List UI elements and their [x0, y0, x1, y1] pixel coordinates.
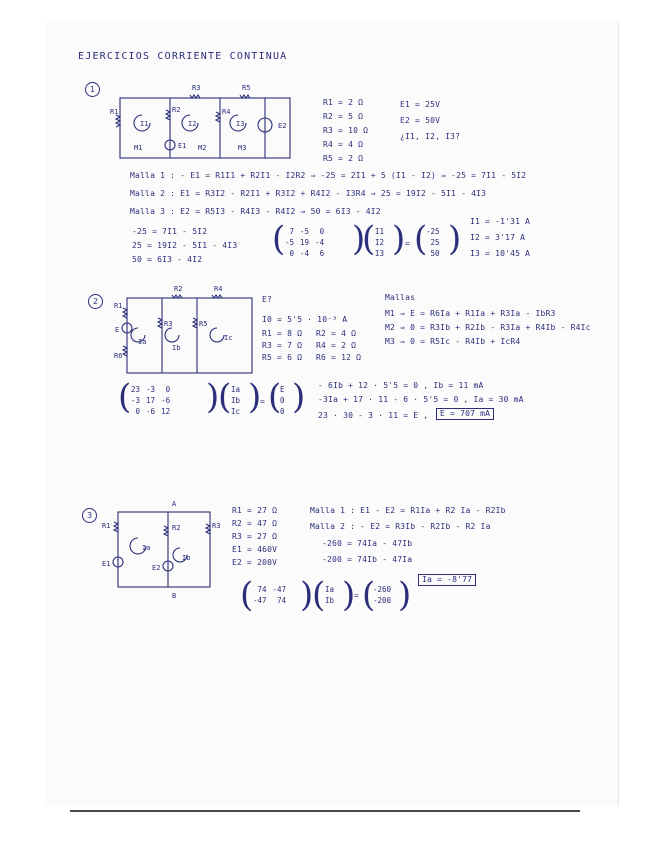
rhs-cell: -25 [426, 227, 440, 236]
m-cell: 0 [135, 407, 141, 416]
ex1-e2-label: E2 [278, 122, 287, 130]
ex2-r4-label: R4 [214, 285, 223, 293]
ex1-given-e1: E1 = 25V [400, 100, 441, 109]
ex1-question: ¿I1, I2, I3? [400, 132, 461, 141]
ex2-rhs-close: ) [292, 377, 306, 417]
ex2-given-r4: R4 = 2 Ω [316, 341, 357, 350]
ex1-given-e2: E2 = 50V [400, 116, 441, 125]
exercise-1-circuit [110, 84, 300, 165]
ex2-ib-label: Ib [172, 344, 181, 352]
ex2-e-label: E [115, 326, 120, 334]
ex2-coef-matrix [128, 384, 173, 417]
m-cell: 74 [257, 585, 267, 594]
ex3-equals: = [354, 591, 360, 600]
m-cell: 23 [131, 385, 141, 394]
ex1-matrix-open: ( [272, 219, 286, 259]
m-cell: 6 [319, 249, 325, 258]
exercise-3-number: 3 [82, 508, 97, 523]
ex3-vector-open: ( [312, 575, 326, 615]
ex2-meshes-title: Mallas [385, 293, 416, 302]
ex1-rhs-vector [423, 226, 443, 259]
ex2-unknown-vector [228, 384, 243, 417]
ex1-r2-label: R2 [172, 106, 181, 114]
rhs-cell: -200 [373, 596, 392, 605]
rhs-cell: 25 [430, 238, 440, 247]
ex2-step-2: -3Ia + 17 · 11 - 6 · 5'5 = 0 , Ia = 30 mA [318, 395, 524, 404]
ex3-ia-label: Ia [142, 544, 151, 552]
ex2-mesh-2: M2 ⇒ 0 = R3Ib + R2Ib - R3Ia + R4Ib - R4Ic [385, 323, 591, 332]
rhs-cell: 0 [280, 396, 285, 405]
ex1-vector-open: ( [362, 219, 376, 259]
ex2-ic-label: Ic [224, 334, 233, 342]
page-title: EJERCICIOS CORRIENTE CONTINUA [78, 51, 288, 62]
ex1-mesh-3: Malla 3 : E2 = R5I3 - R4I3 - R4I2 ⇒ 50 = 6I3 - 4I2 [130, 207, 381, 216]
v-cell: Ia [231, 385, 241, 394]
rhs-cell: 50 [430, 249, 440, 258]
ex1-m1-label: M1 [134, 144, 143, 152]
ex1-e1-label: E1 [178, 142, 187, 150]
m-cell: -3 [146, 385, 156, 394]
ex1-vector-close: ) [392, 219, 406, 259]
page-bottom-edge [70, 810, 580, 812]
ex1-i2-label: I2 [188, 120, 197, 128]
m-cell: 74 [277, 596, 287, 605]
ex1-m3-label: M3 [238, 144, 247, 152]
ex3-matrix-open: ( [240, 575, 254, 615]
ex2-answer: E = 707 mA [436, 408, 494, 420]
m-cell: 17 [146, 396, 156, 405]
ex3-coef-matrix [250, 584, 289, 606]
ex1-system-3: 50 = 6I3 - 4I2 [132, 255, 203, 264]
ex1-system-1: -25 = 7I1 - 5I2 [132, 227, 208, 236]
ex2-given-i0: I0 = 5'5 · 10⁻³ A [262, 315, 348, 324]
ex3-e1-label: E1 [102, 560, 111, 568]
ex1-given-r3: R3 = 10 Ω [323, 126, 369, 135]
ex1-m2-label: M2 [198, 144, 207, 152]
ex2-matrix-open: ( [118, 377, 132, 417]
exercise-1-number: 1 [85, 82, 100, 97]
ex2-question: E? [262, 295, 273, 304]
ex2-given-r6: R6 = 12 Ω [316, 353, 362, 362]
ex1-result-i2: I2 = 3'17 A [470, 233, 526, 242]
ex1-r1-label: R1 [110, 108, 119, 116]
rhs-cell: E [280, 385, 285, 394]
m-cell: -47 [253, 596, 267, 605]
ex2-given-r2: R2 = 4 Ω [316, 329, 357, 338]
ex1-r5-label: R5 [242, 84, 251, 92]
ex1-unknown-vector [372, 226, 387, 259]
m-cell: -4 [300, 249, 310, 258]
ex3-rhs-vector [370, 584, 394, 606]
m-cell: 12 [161, 407, 171, 416]
ex2-mesh-1: M1 ⇒ E = R6Ia + R1Ia + R3Ia - IbR3 [385, 309, 556, 318]
ex1-mesh-2: Malla 2 : E1 = R3I2 - R2I1 + R3I2 + R4I2 - I3R4 ⇒ 25 = 19I2 - 5I1 - 4I3 [130, 189, 487, 198]
ex1-equals: = [405, 239, 411, 248]
ex3-matrix-close: ) [300, 575, 314, 615]
m-cell: 0 [289, 249, 295, 258]
ex3-r1-label: R1 [102, 522, 111, 530]
rhs-cell: -260 [373, 585, 392, 594]
ex3-mesh-2: Malla 2 : - E2 = R3Ib - R2Ib - R2 Ia [310, 522, 491, 531]
v-cell: Ib [325, 596, 335, 605]
ex3-given-r2: R2 = 47 Ω [232, 519, 278, 528]
ex3-given-e2: E2 = 200V [232, 558, 278, 567]
ex3-b-label: B [172, 592, 177, 600]
ex1-rhs-close: ) [448, 219, 462, 259]
ex2-vector-open: ( [218, 377, 232, 417]
ex2-mesh-3: M3 ⇒ 0 = R5Ic - R4Ib + IcR4 [385, 337, 521, 346]
v-cell: I1 [375, 227, 385, 236]
ex2-equals: = [260, 397, 266, 406]
ex1-i3-label: I3 [236, 120, 245, 128]
exercise-3-circuit [100, 500, 230, 600]
v-cell: Ia [325, 585, 335, 594]
ex3-eq-1: -260 = 74Ia - 47Ib [322, 539, 413, 548]
ex3-vector-close: ) [342, 575, 356, 615]
v-cell: Ic [231, 407, 241, 416]
ex1-system-2: 25 = 19I2 - 5I1 - 4I3 [132, 241, 238, 250]
m-cell: 7 [289, 227, 295, 236]
ex3-r3-label: R3 [212, 522, 221, 530]
ex1-given-r4: R4 = 4 Ω [323, 140, 364, 149]
ex1-given-r1: R1 = 2 Ω [323, 98, 364, 107]
rhs-cell: 0 [280, 407, 285, 416]
ex1-coef-matrix [282, 226, 327, 259]
ex1-result-i1: I1 = -1'31 A [470, 217, 531, 226]
ex2-step-3: 23 · 30 - 3 · 11 = E , [318, 411, 429, 420]
m-cell: -3 [131, 396, 141, 405]
ex3-given-r1: R1 = 27 Ω [232, 506, 278, 515]
ex2-rhs-open: ( [268, 377, 282, 417]
ex2-r1-label: R1 [114, 302, 123, 310]
ex1-matrix-close: ) [352, 219, 366, 259]
v-cell: I2 [375, 238, 385, 247]
ex2-r2-label: R2 [174, 285, 183, 293]
m-cell: -5 [285, 238, 295, 247]
ex2-rhs-vector [277, 384, 288, 417]
ex3-ib-label: Ib [182, 554, 191, 562]
ex3-unknown-vector [322, 584, 337, 606]
m-cell: -5 [300, 227, 310, 236]
ex3-rhs-close: ) [398, 575, 412, 615]
ex2-vector-close: ) [248, 377, 262, 417]
ex3-e2-label: E2 [152, 564, 161, 572]
m-cell: -6 [146, 407, 156, 416]
ex3-r2-label: R2 [172, 524, 181, 532]
ex1-i1-label: I1 [140, 120, 149, 128]
ex3-given-e1: E1 = 460V [232, 545, 278, 554]
ex1-given-r5: R5 = 2 Ω [323, 154, 364, 163]
ex3-mesh-1: Malla 1 : E1 - E2 = R1Ia + R2 Ia - R2Ib [310, 506, 506, 515]
ex3-answer: Ia = -8'77 [418, 574, 476, 586]
ex1-r3-label: R3 [192, 84, 201, 92]
m-cell: -6 [161, 396, 171, 405]
ex1-r4-label: R4 [222, 108, 231, 116]
ex2-r6-label: R6 [114, 352, 123, 360]
m-cell: -4 [315, 238, 325, 247]
ex1-rhs-open: ( [414, 219, 428, 259]
ex3-eq-2: -200 = 74Ib - 47Ia [322, 555, 413, 564]
m-cell: 0 [319, 227, 325, 236]
ex2-step-1: - 6Ib + 12 · 5'5 = 0 , Ib = 11 mA [318, 381, 484, 390]
ex2-r5-label: R5 [199, 320, 208, 328]
ex2-given-r3: R3 = 7 Ω [262, 341, 303, 350]
ex1-given-r2: R2 = 5 Ω [323, 112, 364, 121]
m-cell: 19 [300, 238, 310, 247]
ex2-r3-label: R3 [164, 320, 173, 328]
ex2-given-r1: R1 = 8 Ω [262, 329, 303, 338]
ex3-rhs-open: ( [362, 575, 376, 615]
ex3-given-r3: R3 = 27 Ω [232, 532, 278, 541]
v-cell: Ib [231, 396, 241, 405]
ex3-a-label: A [172, 500, 177, 508]
v-cell: I3 [375, 249, 385, 258]
m-cell: -47 [272, 585, 287, 594]
exercise-2-number: 2 [88, 294, 103, 309]
m-cell: 0 [165, 385, 171, 394]
ex1-result-i3: I3 = 10'45 A [470, 249, 531, 258]
ex2-matrix-close: ) [206, 377, 220, 417]
ex2-given-r5: R5 = 6 Ω [262, 353, 303, 362]
exercise-2-circuit [112, 285, 262, 383]
ex2-ia-label: Ia [138, 338, 147, 346]
ex1-mesh-1: Malla 1 : - E1 = R1I1 + R2I1 - I2R2 ⇒ -25 = 2I1 + 5 (I1 - I2) ⇒ -25 = 7I1 - 5I2 [130, 171, 527, 180]
